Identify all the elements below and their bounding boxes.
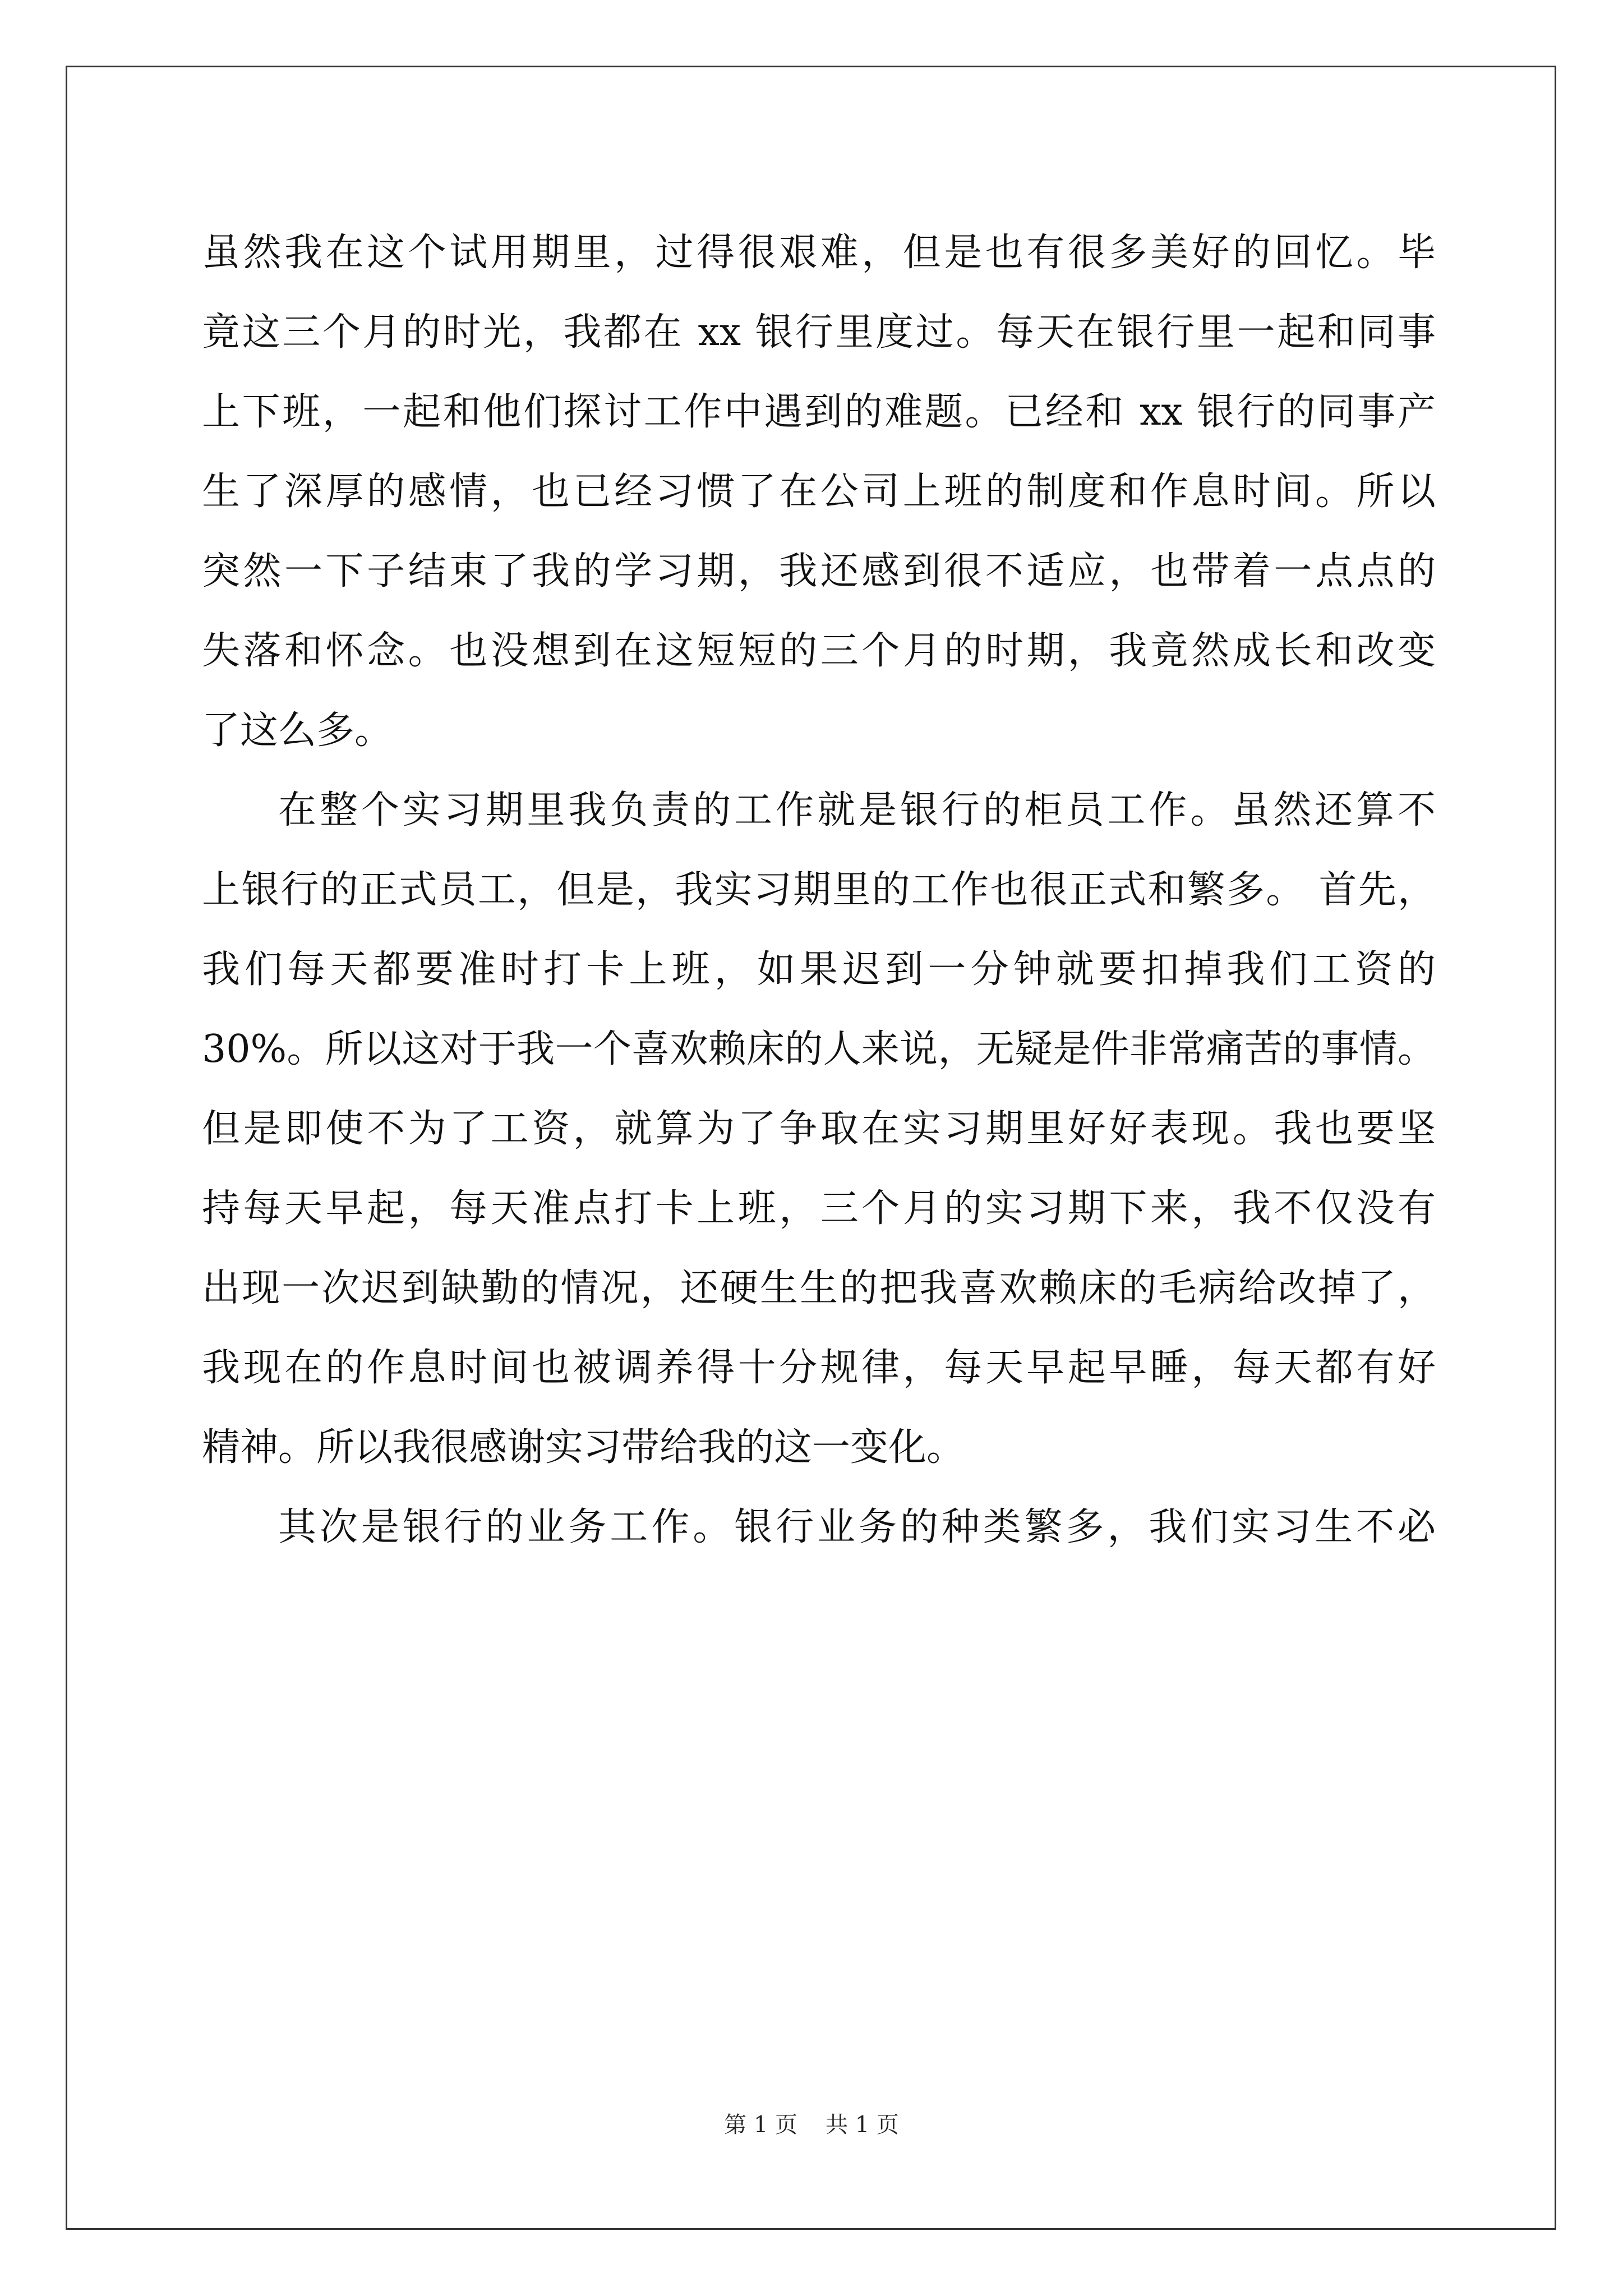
text-line: 其次是银行的业务工作。银行业务的种类繁多，我们实习生不必 bbox=[278, 1505, 1436, 1549]
text-line: 上银行的正式员工，但是，我实习期里的工作也很正式和繁多。 首先， bbox=[202, 868, 1436, 912]
text-line: 虽然我在这个试用期里，过得很艰难，但是也有很多美好的回忆。毕 bbox=[202, 231, 1436, 275]
text-line: 30%。所以这对于我一个喜欢赖床的人来说，无疑是件非常痛苦的事情。 bbox=[202, 1027, 1436, 1071]
page-number: 第 1 页 bbox=[724, 2112, 797, 2138]
page-total: 共 1 页 bbox=[826, 2112, 899, 2138]
text-line: 突然一下子结束了我的学习期，我还感到很不适应，也带着一点点的 bbox=[202, 549, 1436, 593]
text-line: 精神。所以我很感谢实习带给我的这一变化。 bbox=[202, 1425, 965, 1470]
text-line: 我们每天都要准时打卡上班，如果迟到一分钟就要扣掉我们工资的 bbox=[202, 947, 1436, 992]
text-line: 生了深厚的感情，也已经习惯了在公司上班的制度和作息时间。所以 bbox=[202, 470, 1436, 514]
document-body bbox=[202, 213, 1436, 1567]
text-line: 持每天早起，每天准点打卡上班，三个月的实习期下来，我不仅没有 bbox=[202, 1186, 1436, 1231]
text-line: 竟这三个月的时光，我都在 xx 银行里度过。每天在银行里一起和同事 bbox=[202, 310, 1436, 355]
text-line: 失落和怀念。也没想到在这短短的三个月的时期，我竟然成长和改变 bbox=[202, 629, 1436, 673]
text-line: 上下班，一起和他们探讨工作中遇到的难题。已经和 xx 银行的同事产 bbox=[202, 390, 1436, 434]
text-line: 我现在的作息时间也被调养得十分规律，每天早起早睡，每天都有好 bbox=[202, 1346, 1436, 1390]
text-line: 出现一次迟到缺勤的情况，还硬生生的把我喜欢赖床的毛病给改掉了， bbox=[202, 1266, 1436, 1310]
text-line: 但是即使不为了工资，就算为了争取在实习期里好好表现。我也要坚 bbox=[202, 1107, 1436, 1151]
text-line: 在整个实习期里我负责的工作就是银行的柜员工作。虽然还算不 bbox=[278, 788, 1436, 832]
page-footer bbox=[0, 2108, 1623, 2142]
text-line: 了这么多。 bbox=[202, 708, 393, 753]
